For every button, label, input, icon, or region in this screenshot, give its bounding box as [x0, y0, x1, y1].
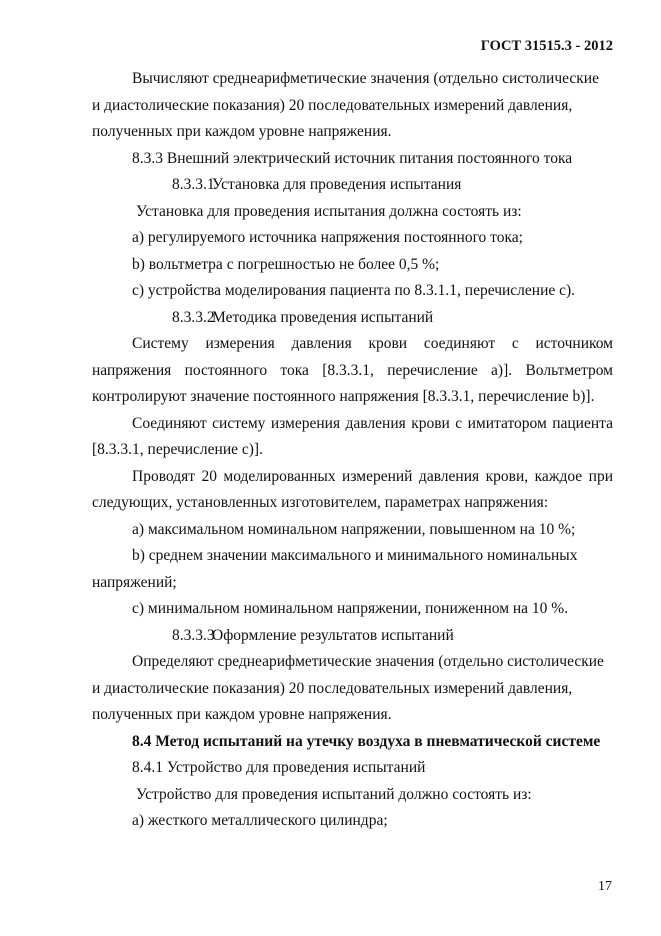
- list-item-b: b) вольтметра с погрешностью не более 0,5 %;: [132, 255, 440, 273]
- section-title: Оформление результатов испытаний: [212, 626, 454, 644]
- document-body: [92, 66, 613, 835]
- voltage-item-c: с) минимальном номинальном напряжении, пониженном на 10 %.: [132, 600, 569, 617]
- section-8-4-1-heading: 8.4.1 Устройство для проведения испытаний: [132, 759, 426, 776]
- device-intro: Устройство для проведения испытаний должно состоять из:: [136, 785, 532, 803]
- device-item-a: а) жесткого металлического цилиндра;: [132, 812, 388, 829]
- document-code-header: ГОСТ 31515.3 - 2012: [480, 38, 613, 54]
- list-item-a: а) регулируемого источника напряжения постоянного тока;: [132, 229, 523, 246]
- section-8-3-3-3-heading: [92, 623, 613, 650]
- section-title: Установка для проведения испытания: [212, 176, 462, 193]
- method-paragraph2-line1: Соединяют систему измерения давления крови с имитатором пациента: [132, 414, 613, 432]
- section-8-3-3-heading: 8.3.3 Внешний электрический источник питания постоянного тока: [132, 149, 573, 167]
- page-number: 17: [598, 879, 612, 894]
- method-paragraph1-line3: контролируют значение постоянного напряжения [8.3.3.1, перечисление b)].: [92, 388, 595, 405]
- section-8-4-heading: 8.4 Метод испытаний на утечку воздуха в пневматической системе: [132, 732, 601, 750]
- method-paragraph3-line1: Проводят 20 моделированных измерений давления крови, каждое при: [132, 467, 613, 485]
- method-paragraph2-line2: [8.3.3.1, перечисление с)].: [92, 441, 263, 458]
- voltage-item-b-line2: напряжений;: [92, 573, 177, 591]
- paragraph-average-line1: Вычисляют среднеарифметические значения (отдельно систолические: [132, 70, 599, 87]
- setup-intro: Установка для проведения испытания должна состоять из:: [136, 202, 522, 220]
- paragraph-average-line3: полученных при каждом уровне напряжения.: [92, 123, 392, 140]
- section-number: 8.3.3.1: [172, 176, 215, 193]
- section-title: Методика проведения испытаний: [212, 308, 434, 326]
- result-paragraph-line3: полученных при каждом уровне напряжения.: [92, 706, 392, 723]
- section-8-3-3-1-heading: [92, 172, 613, 199]
- section-number: 8.3.3.2: [172, 308, 215, 326]
- method-paragraph1-line2: напряжения постоянного тока [8.3.3.1, перечисление а)]. Вольтметром: [92, 361, 613, 379]
- method-paragraph3-line2: следующих, установленных изготовителем, параметрах напряжения:: [92, 494, 549, 511]
- section-number: 8.3.3.3: [172, 626, 215, 644]
- paragraph-average-line2: и диастолические показания) 20 последовательных измерений давления,: [92, 96, 573, 114]
- method-paragraph1-line1: Систему измерения давления крови соединяют с источником: [132, 335, 613, 352]
- list-item-c: с) устройства моделирования пациента по 8.3.1.1, перечисление с).: [132, 282, 576, 299]
- result-paragraph-line1: Определяют среднеарифметические значения (отдельно систолические: [132, 653, 604, 670]
- voltage-item-b-line1: b) среднем значении максимального и минимального номинальных: [132, 547, 578, 564]
- result-paragraph-line2: и диастолические показания) 20 последовательных измерений давления,: [92, 679, 573, 697]
- section-8-3-3-2-heading: [92, 305, 613, 332]
- voltage-item-a: а) максимальном номинальном напряжении, повышенном на 10 %;: [132, 520, 576, 538]
